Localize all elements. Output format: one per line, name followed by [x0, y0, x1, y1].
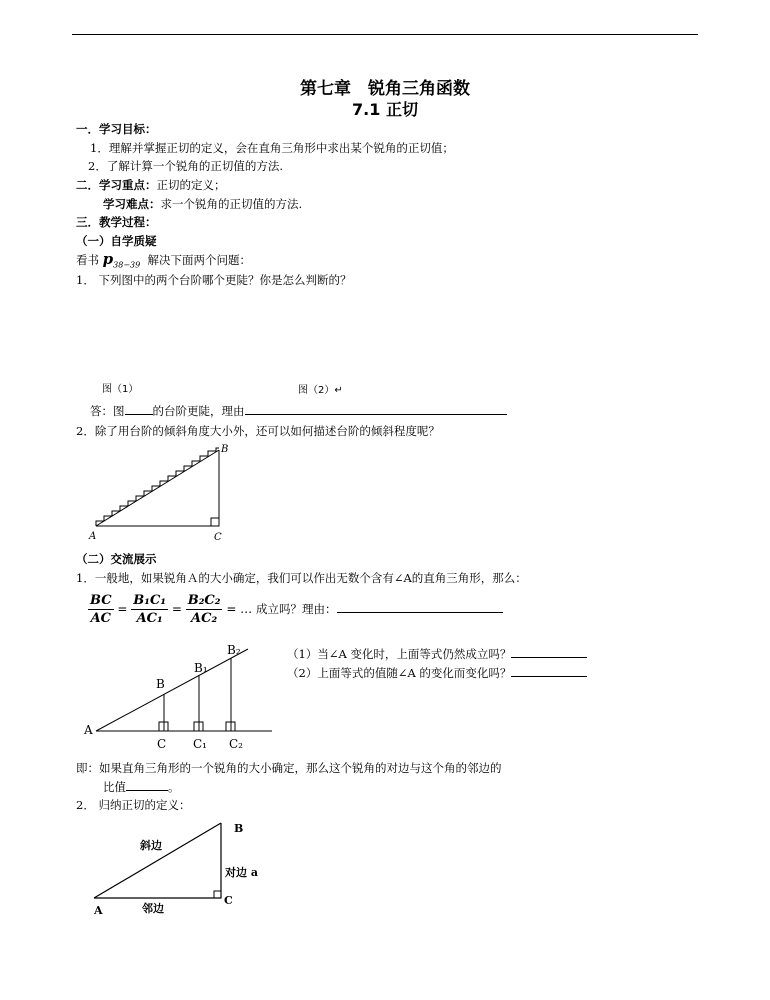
question-1: 1． 下列图中的两个台阶哪个更陡？你是怎么判断的？	[76, 273, 352, 287]
label-b1: B₁	[194, 661, 208, 675]
sub-question-1-text: （1）当∠A 变化时，上面等式仍然成立吗？	[287, 647, 512, 661]
similar-triangles-figure	[80, 642, 280, 754]
goals-heading: 一．学习目标：	[76, 122, 157, 136]
page-subtitle: 7.1 正切	[352, 100, 418, 119]
fraction-b1c1-ac1: $\frac{\text{B₁C₁}}{\text{AC₁}}$	[133, 593, 167, 626]
answer-reason-blank[interactable]	[245, 414, 507, 415]
figure-1-caption: 图（1）	[102, 384, 139, 395]
goal-item-1: 1．理解并掌握正切的定义，会在直角三角形中求出某个锐角的正切值；	[90, 141, 454, 155]
stair-label-a: A	[89, 531, 97, 542]
conclusion-suffix: 。	[168, 780, 180, 794]
fraction-b2c2-ac2: $\frac{\text{B₂C₂}}{\text{AC₂}}$	[187, 593, 221, 626]
triangle-label-b: B	[234, 822, 244, 835]
triangle-hypotenuse	[94, 823, 221, 898]
ellipsis: = …	[226, 602, 253, 616]
part2-question-2: 2． 归纳正切的定义：	[76, 798, 191, 812]
equals-sign-1: =	[117, 602, 128, 616]
goal-item-2: 2．了解计算一个锐角的正切值的方法.	[88, 159, 283, 173]
read-instruction	[76, 250, 251, 269]
tangent-definition-triangle	[86, 815, 276, 920]
sub-question-1-blank[interactable]	[511, 657, 587, 658]
read-post: 解决下面两个问题：	[147, 253, 252, 267]
question-2: 2．除了用台阶的倾斜角度大小外，还可以如何描述台阶的倾斜程度呢？	[76, 424, 440, 438]
hypotenuse-label: 斜边	[140, 839, 162, 852]
page-ref-p: p	[102, 250, 114, 268]
sub-question-2-text: （2）上面等式的值随∠A 的变化而变化吗？	[287, 666, 512, 680]
part2-question-1: 1．一般地，如果锐角Ａ的大小确定，我们可以作出无数个含有∠A的直角三角形，那么：	[76, 571, 527, 585]
label-c2: C₂	[229, 737, 243, 751]
read-pre: 看书	[76, 253, 99, 267]
figure-2-caption: 图（2）↵	[298, 385, 343, 396]
difficulty-text: 求一个锐角的正切值的方法.	[160, 197, 303, 211]
label-c: C	[157, 737, 167, 751]
key-point	[76, 177, 226, 193]
triangles-hypotenuse	[96, 649, 248, 731]
answer-line	[90, 403, 507, 419]
triangle-label-a: A	[94, 904, 103, 917]
fraction-bc-ac: $\frac{BC}{AC}$	[90, 593, 112, 626]
conclusion-line-2	[103, 779, 180, 795]
triangle-right-angle	[214, 891, 221, 898]
equals-sign-2: =	[171, 602, 182, 616]
conclusion-blank[interactable]	[126, 790, 168, 791]
header-rule	[72, 34, 698, 35]
stair-label-c: C	[214, 532, 222, 543]
process-heading: 三．教学过程：	[76, 215, 157, 229]
difficulty-label: 学习难点：	[103, 197, 161, 211]
label-a: A	[84, 723, 93, 737]
sub-question-2	[287, 665, 587, 681]
key-text: 正切的定义；	[156, 178, 226, 192]
answer-middle: 的台阶更陡，理由	[152, 404, 245, 418]
ratio-equation	[88, 593, 503, 626]
label-c1: C₁	[193, 737, 207, 751]
answer-figure-blank[interactable]	[125, 414, 153, 415]
conclusion-line-1: 即：如果直角三角形的一个锐角的大小确定，那么这个锐角的对边与这个角的邻边的	[76, 761, 502, 775]
sub-question-2-blank[interactable]	[511, 676, 587, 677]
stair-label-b: B	[221, 444, 229, 455]
opposite-label: 对边 a	[225, 866, 258, 879]
label-b2: B₂	[227, 643, 241, 657]
triangle-label-c: C	[224, 894, 233, 907]
label-b: B	[156, 677, 165, 691]
page-title: 第七章 锐角三角函数	[300, 79, 470, 99]
sub-question-1	[287, 646, 587, 662]
holds-question: 成立吗？理由：	[256, 602, 337, 616]
answer-prefix: 答：图	[90, 404, 125, 418]
key-label: 二．学习重点：	[76, 178, 157, 192]
stair-incline-line	[96, 450, 219, 526]
part2-heading: （二）交流展示	[76, 552, 157, 566]
staircase-figure	[80, 438, 240, 543]
ratio-reason-blank[interactable]	[337, 612, 503, 613]
difficulty-point	[103, 196, 302, 212]
part1-heading: （一）自学质疑	[76, 234, 157, 248]
conclusion-prefix: 比值	[103, 780, 126, 794]
stair-right-angle	[211, 518, 219, 526]
page-ref-range: 38−39	[113, 260, 141, 270]
adjacent-label: 邻边	[142, 902, 164, 915]
